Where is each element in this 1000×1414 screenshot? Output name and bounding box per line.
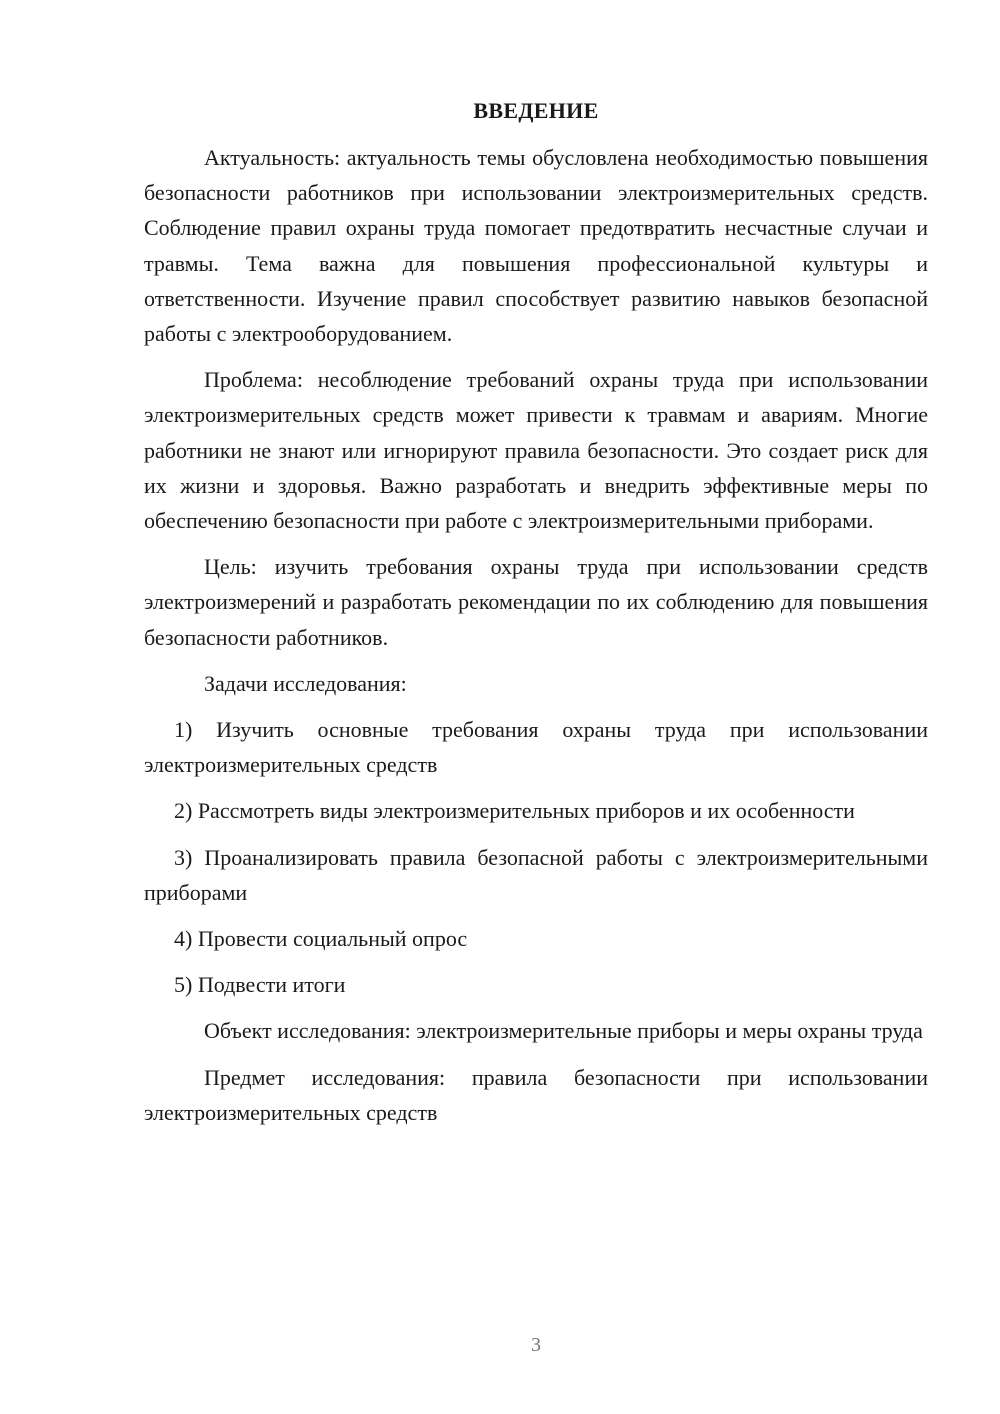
task-item-1: 1) Изучить основные требования охраны труда при использовании электроизмерительных средств [144,717,928,778]
page-number: 3 [531,1334,541,1356]
document-body [144,96,928,1141]
relevance-paragraph: Актуальность: актуальность темы обусловлена необходимостью повышения безопасности работников при использовании электроизмерительных средств. Соблюдение правил охраны труда помогает предотвратить несчастные случаи и травмы. Тема важна для повышения профессиональной культуры и ответственности. Изучение правил способствует развитию навыков безопасной работы с электрооборудованием. [144,145,928,347]
problem-paragraph: Проблема: несоблюдение требований охраны труда при использовании электроизмерительных средств может привести к травмам и авариям. Многие работники не знают или игнорируют правила безопасности. Это создает риск для их жизни и здоровья. Важно разработать и внедрить эффективные меры по обеспечению безопасности при работе с электроизмерительными приборами. [144,367,928,534]
object-paragraph: Объект исследования: электроизмерительные приборы и меры охраны труда [204,1018,923,1044]
task-item-5: 5) Подвести итоги [174,972,346,998]
task-item-4: 4) Провести социальный опрос [174,926,468,952]
task-item-3: 3) Проанализировать правила безопасной работы с электроизмерительными приборами [144,844,928,905]
subject-paragraph: Предмет исследования: правила безопасности при использовании электроизмерительных средств [144,1064,928,1125]
section-title: ВВЕДЕНИЕ [473,98,599,123]
tasks-heading: Задачи исследования: [204,670,407,696]
task-item-2: 2) Рассмотреть виды электроизмерительных приборов и их особенности [174,798,855,824]
goal-paragraph: Цель: изучить требования охраны труда при использовании средств электроизмерений и разработать рекомендации по их соблюдению для повышения безопасности работников. [144,554,928,650]
